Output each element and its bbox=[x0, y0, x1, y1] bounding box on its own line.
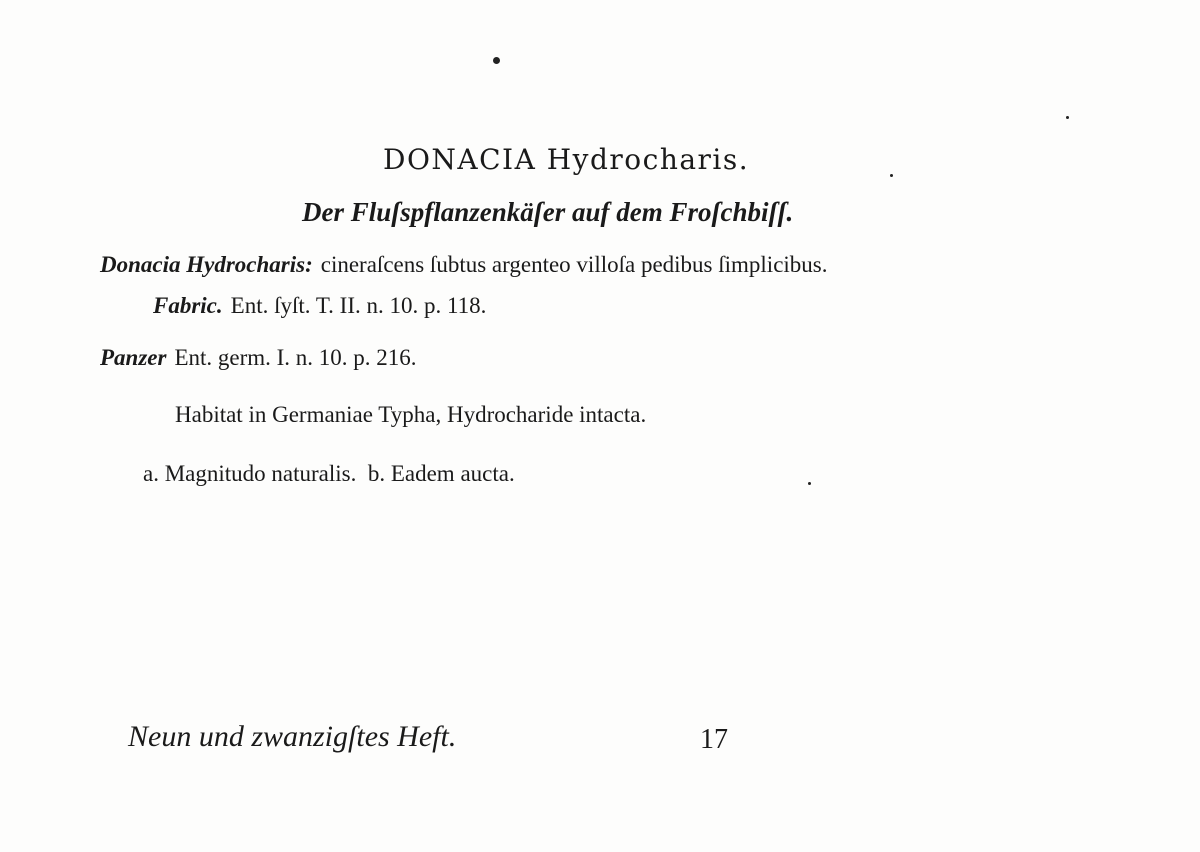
issue-footer: Neun und zwanzigſtes Heft. bbox=[128, 720, 457, 753]
figure-caption: a. Magnitudo naturalis. b. Eadem aucta. bbox=[143, 461, 515, 486]
ink-speck bbox=[493, 57, 500, 64]
panzer-author: Panzer bbox=[100, 345, 167, 370]
species-title: DONACIA Hydrocharis. bbox=[383, 143, 750, 176]
fabric-reference: Ent. ſyſt. T. II. n. 10. p. 118. bbox=[230, 293, 487, 318]
donacia-description: cineraſcens ſubtus argenteo villoſa pedibus ſimplicibus. bbox=[320, 252, 828, 277]
ink-speck bbox=[808, 482, 811, 485]
habitat-text: Habitat in Germaniae Typha, Hydrocharide intacta. bbox=[175, 402, 647, 427]
donacia-entry bbox=[100, 253, 828, 276]
page-number: 17 bbox=[700, 724, 728, 755]
ink-speck bbox=[1066, 116, 1069, 119]
donacia-author: Donacia Hydrocharis: bbox=[100, 252, 313, 277]
panzer-entry bbox=[100, 346, 417, 369]
fabric-entry bbox=[153, 294, 486, 317]
fabric-author: Fabric. bbox=[153, 293, 223, 318]
species-common-name: Der Fluſspflanzenkäſer auf dem Froſchbiſſ. bbox=[302, 197, 794, 227]
ink-speck bbox=[890, 174, 893, 177]
panzer-reference: Ent. germ. I. n. 10. p. 216. bbox=[174, 345, 417, 370]
